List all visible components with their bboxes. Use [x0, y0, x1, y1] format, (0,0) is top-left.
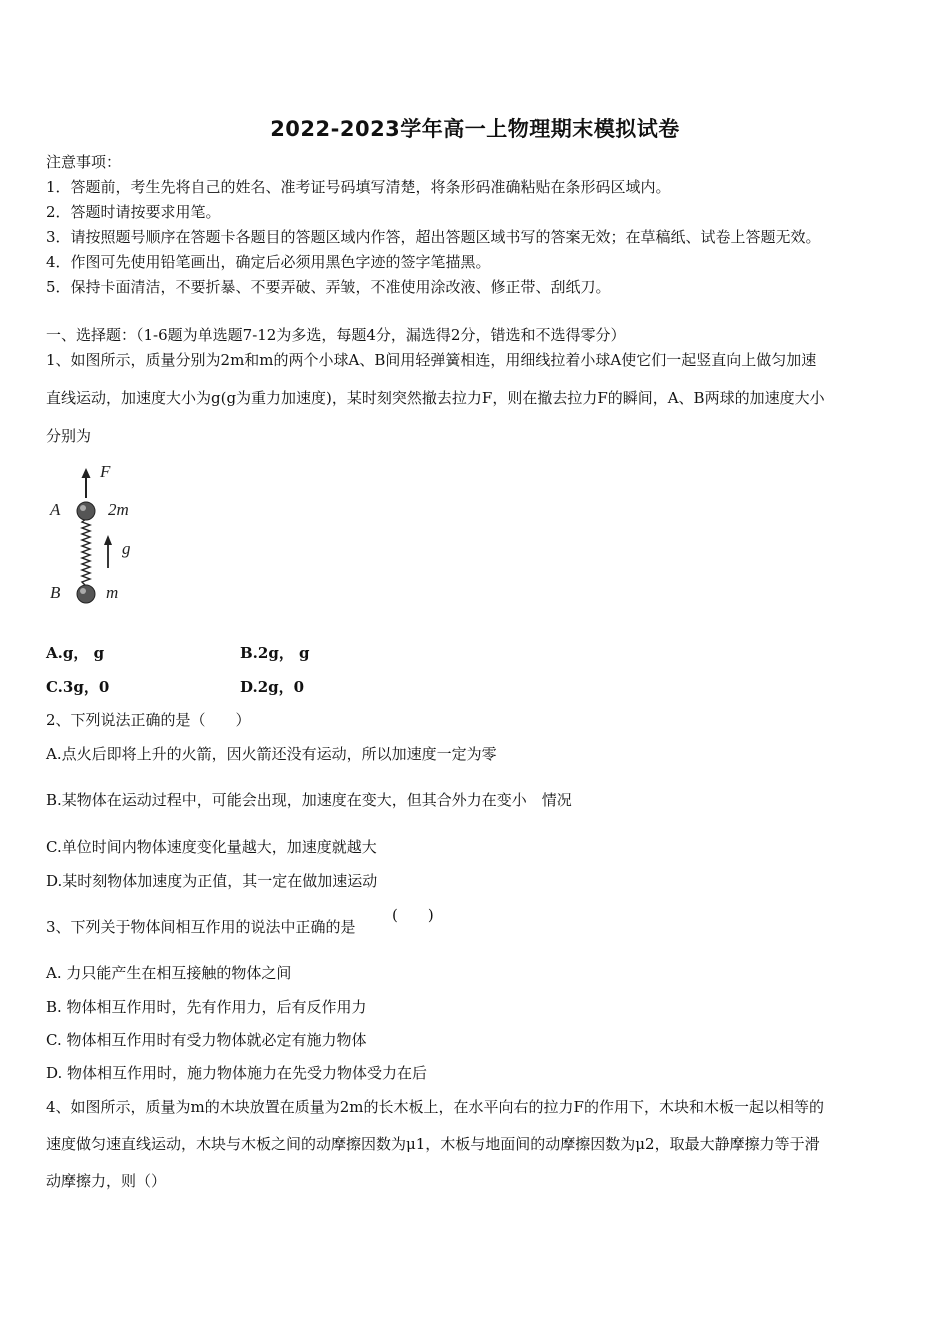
mass-2m-label: 2m: [108, 500, 129, 519]
section-heading: 一、选择题：（1-6题为单选题7-12为多选，每题4分，漏选得2分，错选和不选得零分）: [46, 326, 626, 344]
q3-option-a: A. 力只能产生在相互接触的物体之间: [46, 964, 292, 982]
notice-item: 1．答题前，考生先将自己的姓名、准考证号码填写清楚，将条形码准确粘贴在条形码区域内。: [46, 178, 671, 196]
notice-heading: 注意事项：: [46, 153, 122, 171]
q3-option-b: B. 物体相互作用时，先有作用力，后有反作用力: [46, 998, 367, 1016]
acceleration-g-label: g: [122, 539, 131, 558]
q3-option-c: C. 物体相互作用时有受力物体就必定有施力物体: [46, 1031, 367, 1049]
q1-stem-line: 直线运动，加速度大小为g(g为重力加速度)，某时刻突然撤去拉力F，则在撤去拉力F的瞬间，A、B两球的加速度大小: [46, 389, 825, 407]
q3-option-d: D. 物体相互作用时，施力物体施力在先受力物体受力在后: [46, 1064, 428, 1082]
ball-b-label: B: [50, 583, 61, 602]
q2-option-d: D.某时刻物体加速度为正值，其一定在做加速运动: [46, 872, 378, 890]
q4-stem-line: 速度做匀速直线运动，木块与木板之间的动摩擦因数为μ1，木板与地面间的动摩擦因数为μ2，取最大静摩擦力等于滑: [46, 1135, 820, 1153]
q1-option-b: B.2g， g: [240, 644, 310, 662]
notice-item: 5．保持卡面清洁，不要折暴、不要弄破、弄皱，不准使用涂改液、修正带、刮纸刀。: [46, 278, 611, 296]
page-title: 2022-2023学年高一上物理期末模拟试卷: [270, 117, 680, 141]
force-f-label: F: [100, 462, 111, 481]
q2-option-c: C.单位时间内物体速度变化量越大，加速度就越大: [46, 838, 377, 856]
q2-option-a: A.点火后即将上升的火箭，因火箭还没有运动，所以加速度一定为零: [46, 745, 497, 763]
q1-stem-line: 分别为: [46, 427, 92, 445]
mass-m-label: m: [106, 583, 119, 602]
q1-option-a: A.g， g: [46, 644, 105, 662]
q1-option-c: C.3g，0: [46, 678, 110, 696]
q4-stem-line: 4、如图所示，质量为m的木块放置在质量为2m的长木板上，在水平向右的拉力F的作用下，木块和木板一起以相等的: [46, 1098, 824, 1116]
q4-stem-line: 动摩擦力，则（）: [46, 1172, 167, 1190]
notice-item: 3．请按照题号顺序在答题卡各题目的答题区域内作答，超出答题区域书写的答案无效；在草稿纸、试卷上答题无效。: [46, 228, 821, 246]
notice-item: 4．作图可先使用铅笔画出，确定后必须用黑色字迹的签字笔描黑。: [46, 253, 491, 271]
q2-option-b: B.某物体在运动过程中，可能会出现，加速度在变大，但其合外力在变小 情况: [46, 791, 572, 809]
q3-stem: 3、下列关于物体间相互作用的说法中正确的是: [46, 918, 356, 936]
notice-item: 2．答题时请按要求用笔。: [46, 203, 221, 221]
q3-paren: ( ): [392, 906, 434, 924]
q2-stem: 2、下列说法正确的是（ ）: [46, 711, 251, 729]
ball-a-label: A: [50, 500, 61, 519]
q1-stem-line: 1、如图所示，质量分别为2m和m的两个小球A、B间用轻弹簧相连，用细线拉着小球A使它们一起竖直向上做匀加速: [46, 351, 817, 369]
q1-option-d: D.2g，0: [240, 678, 305, 696]
